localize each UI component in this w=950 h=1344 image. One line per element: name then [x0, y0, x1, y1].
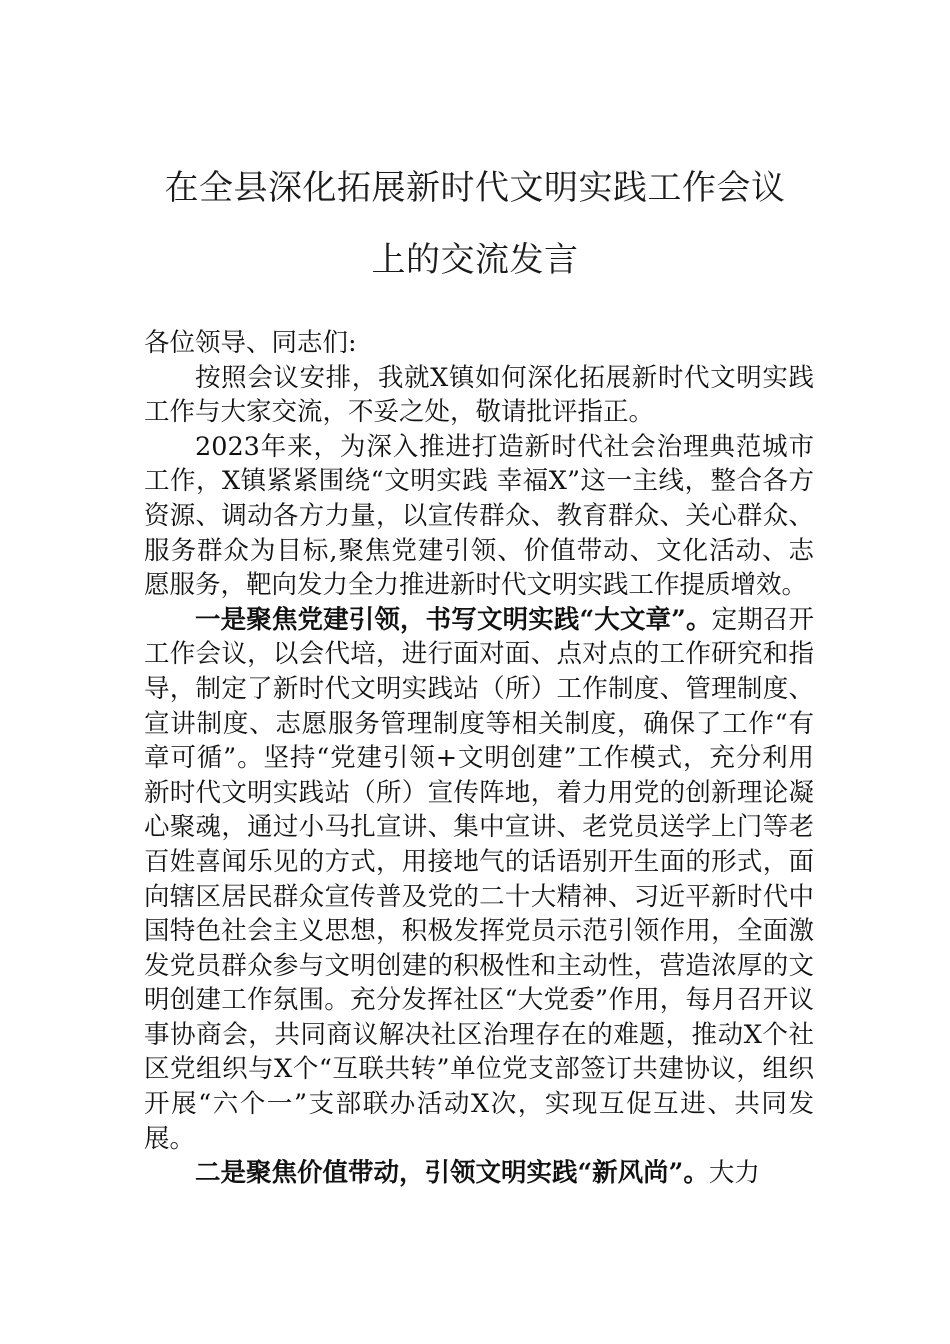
paragraph-text: 按照会议安排，我就X镇如何深化拓展新时代文明实践工作与大家交流，不妥之处，敬请批评指正。 — [144, 362, 814, 428]
paragraph-party-building — [144, 603, 814, 1157]
document-title-line-1: 在全县深化拓展新时代文明实践工作会议 — [164, 168, 786, 208]
paragraph-heading: 二是聚焦价值带动，引领文明实践“新风尚”。 — [195, 1158, 709, 1189]
salutation: 各位领导、同志们: — [144, 328, 357, 358]
paragraph-text: 大力 — [708, 1158, 760, 1189]
paragraph-heading: 一是聚焦党建引领，书写文明实践“大文章”。 — [195, 604, 712, 635]
document-body — [144, 326, 814, 1191]
paragraph-overview — [144, 430, 814, 603]
paragraph-value-guidance — [144, 1156, 814, 1191]
paragraph-text: 2023年来，为深入推进打造新时代社会治理典范城市工作，X镇紧紧围绕“文明实践 幸福X”这一主线，整合各方资源、调动各方力量，以宣传群众、教育群众、关心群众、服务群众为目标,聚焦党建引领、价值带动、文化活动、志愿服务，靶向发力全力推进新时代文明实践工作提质增效。 — [144, 431, 814, 601]
document-title-line-2: 上的交流发言 — [371, 240, 579, 280]
paragraph-intro — [144, 361, 814, 430]
paragraph-text: 定期召开工作会议，以会代培，进行面对面、点对点的工作研究和指导，制定了新时代文明实践站（所）工作制度、管理制度、宣讲制度、志愿服务管理制度等相关制度，确保了工作“有章可循”。坚持“党建引领+文明创建”工作模式，充分利用新时代文明实践站（所）宣传阵地，着力用党的创新理论凝心聚魂，通过小马扎宣讲、集中宣讲、老党员送学上门等老百姓喜闻乐见的方式，用接地气的话语别开生面的形式，面向辖区居民群众宣传普及党的二十大精神、习近平新时代中国特色社会主义思想，积极发挥党员示范引领作用，全面激发党员群众参与文明创建的积极性和主动性，营造浓厚的文明创建工作氛围。充分发挥社区“大党委”作用，每月召开议事协商会，共同商议解决社区治理存在的难题，推动X个社区党组织与X个“互联共转”单位党支部签订共建协议，组织开展“六个一”支部联办活动X次，实现互促互进、共同发展。 — [144, 604, 814, 1154]
